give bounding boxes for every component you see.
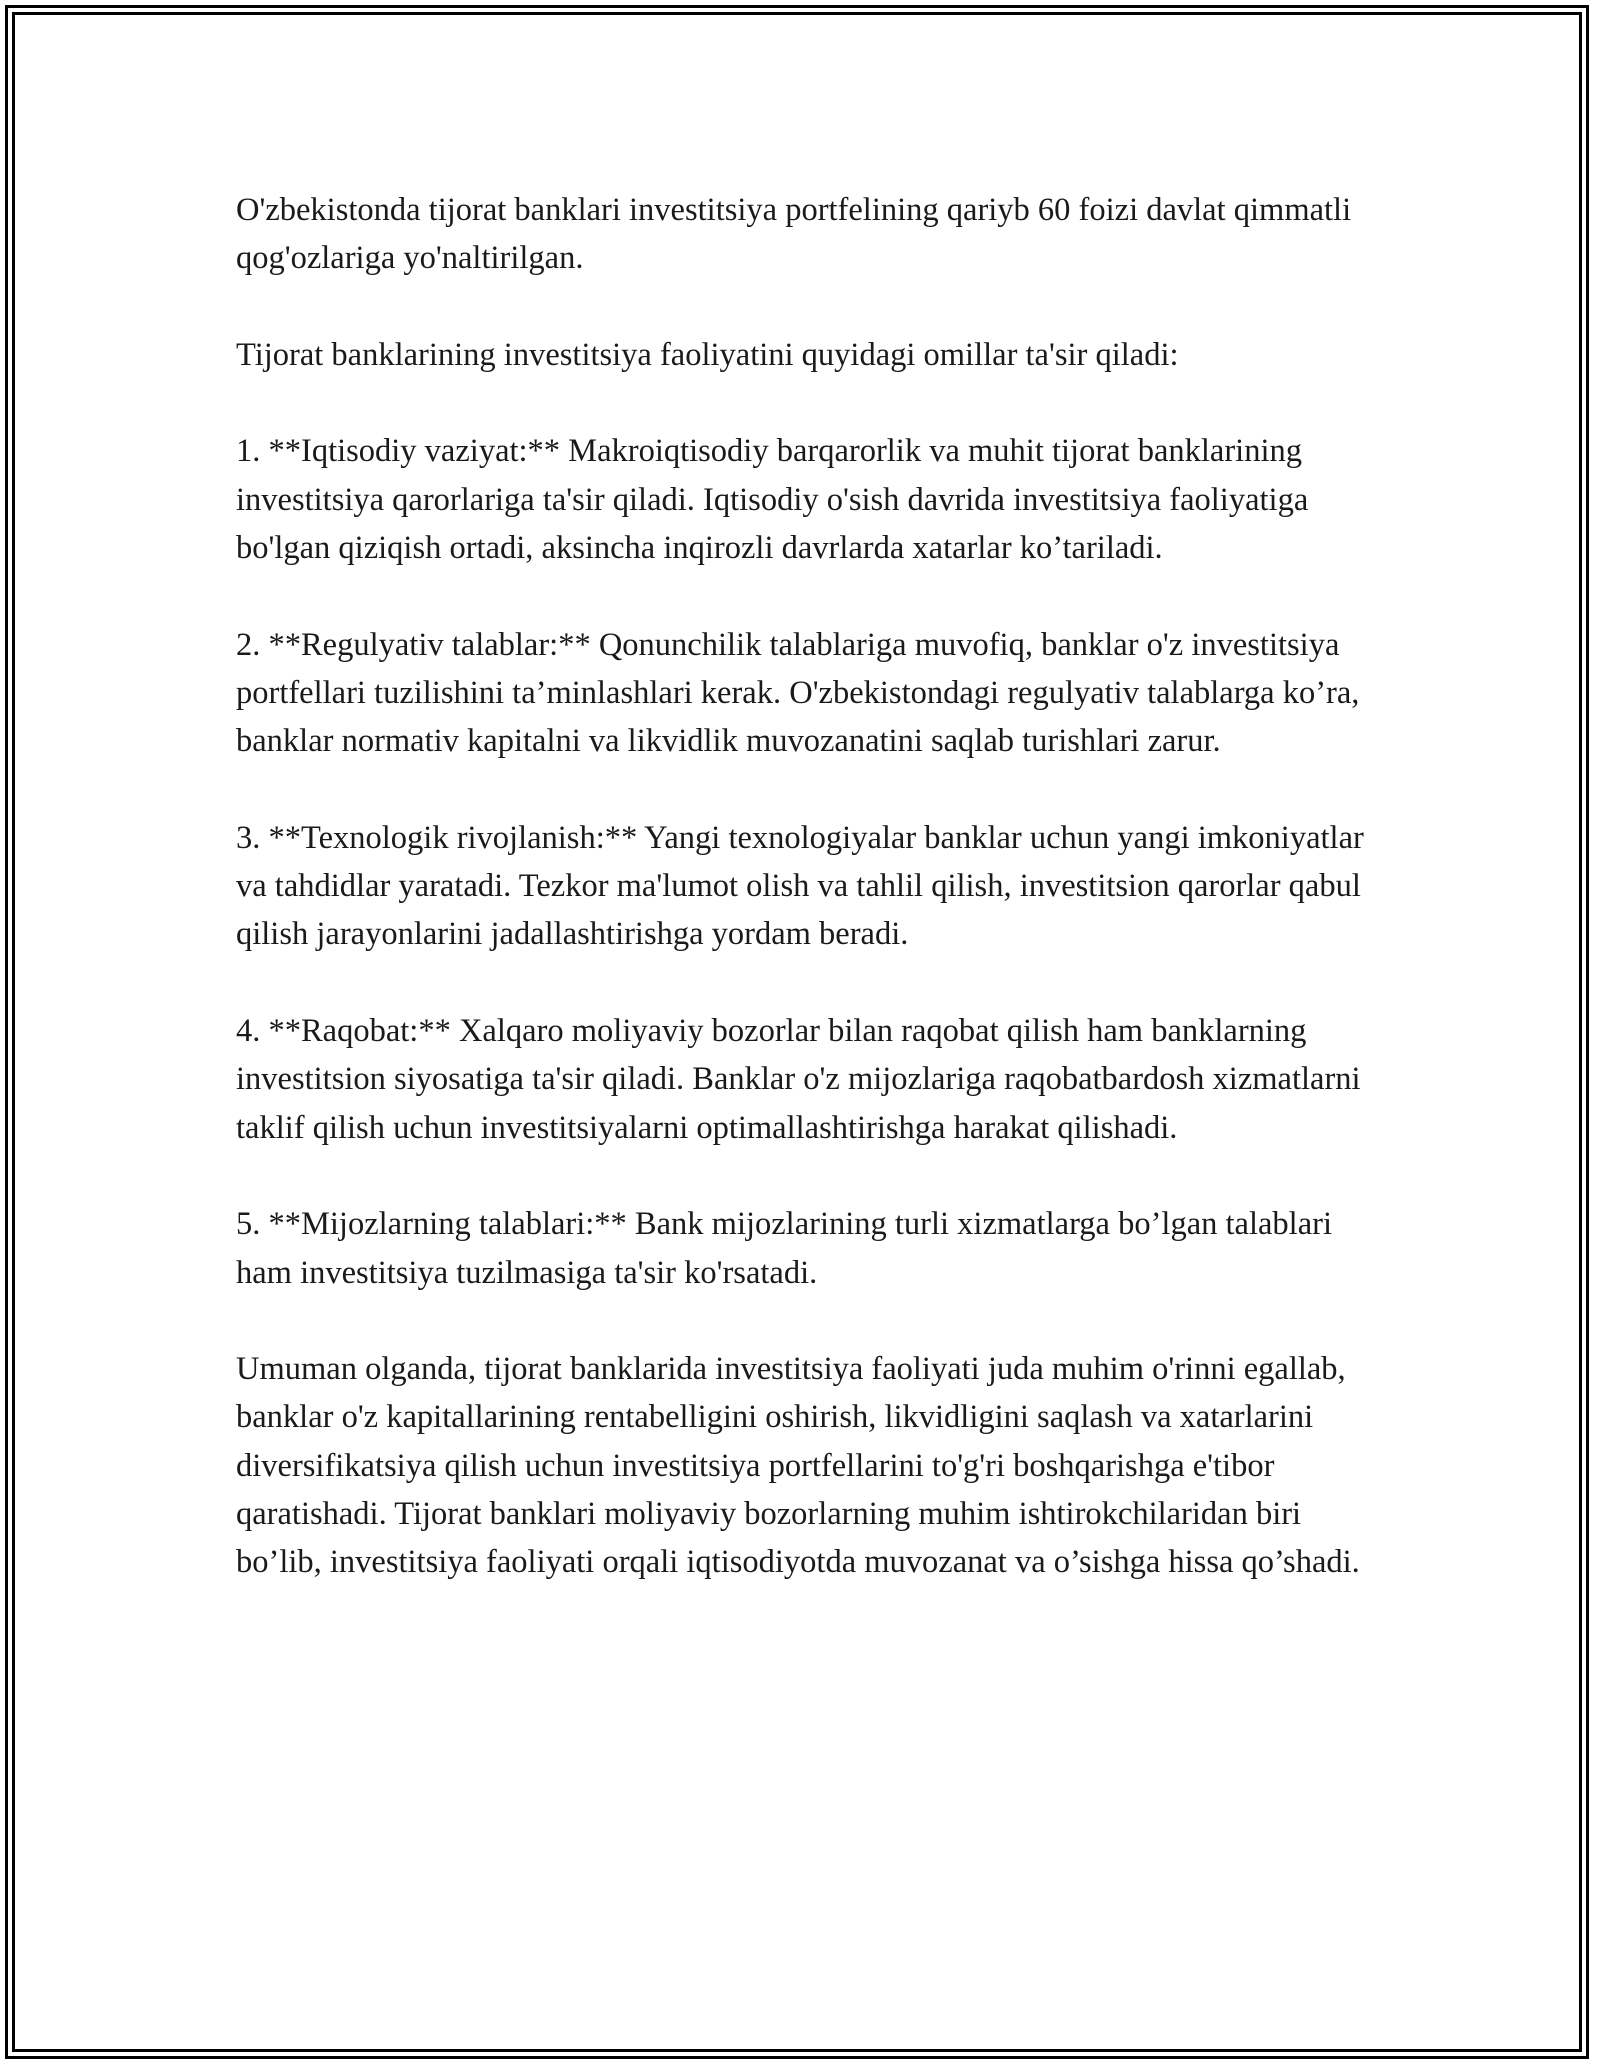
document-body bbox=[236, 186, 1366, 1587]
factor-item-regulatory: 2. **Regulyativ talablar:** Qonunchilik talablariga muvofiq, banklar o'z investitsiya portfellari tuzilishini ta’minlashlari kerak. O'zbekistondagi regulyativ talablarga ko’ra, banklar normativ kapitalni va likvidlik muvozanatini saqlab turishlari zarur. bbox=[236, 626, 1360, 760]
conclusion-paragraph: Umuman olganda, tijorat banklarida investitsiya faoliyati juda muhim o'rinni egallab, banklar o'z kapitallarining rentabelligini oshirish, likvidligini saqlash va xatarlarini diversifikatsiya qilish uchun investitsiya portfellarini to'g'ri boshqarishga e'tibor qaratishadi. Tijorat banklari moliyaviy bozorlarning muhim ishtirokchilaridan biri bo’lib, investitsiya faoliyati orqali iqtisodiyotda muvozanat va o’sishga hissa qo’shadi. bbox=[236, 1351, 1360, 1581]
factor-item-technology: 3. **Texnologik rivojlanish:** Yangi texnologiyalar banklar uchun yangi imkoniyatlar va tahdidlar yaratadi. Tezkor ma'lumot olish va tahlil qilish, investitsion qarorlar qabul qilish jarayonlarini jadallashtirishga yordam beradi. bbox=[236, 819, 1364, 953]
factor-item-clients: 5. **Mijozlarning talablari:** Bank mijozlarining turli xizmatlarga bo’lgan talablari ham investitsiya tuzilmasiga ta'sir ko'rsatadi. bbox=[236, 1206, 1332, 1291]
factors-lead-paragraph: Tijorat banklarining investitsiya faoliyatini quyidagi omillar ta'sir qiladi: bbox=[236, 336, 1179, 373]
factor-item-competition: 4. **Raqobat:** Xalqaro moliyaviy bozorlar bilan raqobat qilish ham banklarning investitsion siyosatiga ta'sir qiladi. Banklar o'z mijozlariga raqobatbardosh xizmatlarni taklif qilish uchun investitsiyalarni optimallashtirishga harakat qilishadi. bbox=[236, 1013, 1361, 1146]
factor-item-economic: 1. **Iqtisodiy vaziyat:** Makroiqtisodiy barqarorlik va muhit tijorat banklarining investitsiya qarorlariga ta'sir qiladi. Iqtisodiy o'sish davrida investitsiya faoliyatiga bo'lgan qiziqish ortadi, aksincha inqirozli davrlarda xatarlar ko’tariladi. bbox=[236, 433, 1309, 567]
intro-paragraph: O'zbekistonda tijorat banklari investitsiya portfelining qariyb 60 foizi davlat qimmatli qog'ozlariga yo'naltirilgan. bbox=[236, 192, 1352, 277]
